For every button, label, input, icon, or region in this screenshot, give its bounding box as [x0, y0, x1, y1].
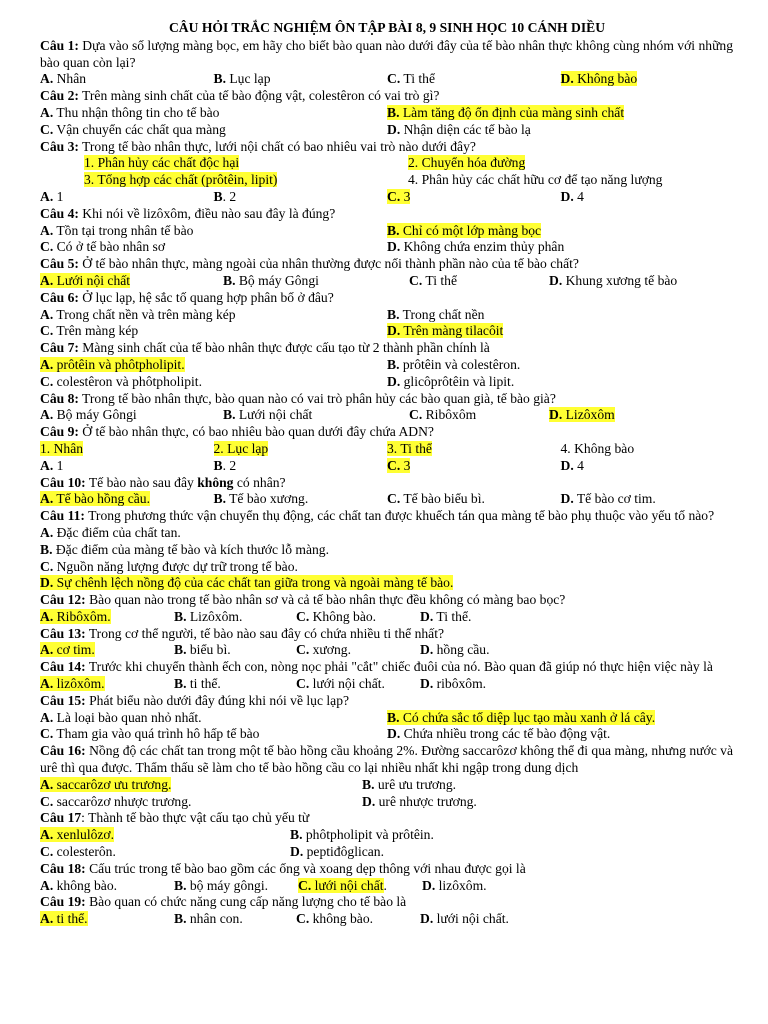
option-a: A. 1 [40, 457, 64, 473]
option-b: B. phôtpholipit và prôtêin. [290, 827, 434, 843]
question-3-options [40, 189, 734, 206]
question-6-options-row2 [40, 323, 734, 340]
option-c: C. colesterôn. [40, 844, 116, 860]
option-a: A. Thu nhận thông tin cho tế bào [40, 104, 220, 120]
option-d: D. Không chứa enzim thủy phân [387, 239, 565, 255]
option-b: B. 2 [213, 457, 237, 473]
question-5: Câu 5: Ở tế bào nhân thực, màng ngoài của nhân thường được nối thành phần nào của tế bào chất? [40, 256, 579, 272]
option-d: D. ribôxôm. [420, 676, 487, 692]
option-b: B. prôtêin và colestêron. [387, 356, 521, 372]
document-title: CÂU HỎI TRẮC NGHIỆM ÔN TẬP BÀI 8, 9 SINH HỌC 10 CÁNH DIỀU [168, 20, 606, 35]
option-c: C. Không bào. [296, 608, 377, 624]
option-d: D. Nhận diện các tế bào lạ [387, 121, 531, 137]
option-c: C. Nguồn năng lượng được dự trữ trong tế bào. [40, 558, 298, 574]
question-9-items [40, 441, 734, 458]
option-d: D. Khung xương tế bào [549, 272, 678, 288]
option-d: D. Trên màng tilacôit [387, 323, 504, 339]
question-18-options [40, 878, 734, 895]
option-b: B. nhân con. [174, 911, 243, 927]
option-b: B. Đặc điểm của màng tế bào và kích thước lỗ màng. [40, 541, 329, 557]
option-a: A. 1 [40, 188, 64, 204]
option-d: D. peptiđôglican. [290, 844, 385, 860]
option-c: C. Có ở tế bào nhân sơ [40, 239, 166, 255]
question-14-options [40, 676, 734, 693]
statement-4: 4. Không bào [560, 440, 635, 456]
question-15-options-row2 [40, 726, 734, 743]
question-5-options [40, 273, 734, 290]
question-1-options [40, 71, 734, 88]
question-6: Câu 6: Ở lục lạp, hệ sắc tố quang hợp phân bố ở đâu? [40, 289, 334, 305]
option-d: D. 4 [560, 457, 584, 473]
option-c: C. xương. [296, 642, 351, 658]
option-b: B. ti thể. [174, 676, 221, 692]
question-2: Câu 2: Trên màng sinh chất của tế bào động vật, colestêron có vai trò gì? [40, 88, 440, 104]
question-15: Câu 15: Phát biểu nào dưới đây đúng khi nói về lục lạp? [40, 692, 350, 708]
option-a: A. lizôxôm. [40, 676, 105, 692]
statement-4: 4. Phân hủy các chất hữu cơ để tạo năng lượng [408, 172, 663, 188]
option-a: A. Tồn tại trong nhân tế bào [40, 222, 194, 238]
option-d: D. Ti thể. [420, 608, 472, 624]
statement-3: 3. Tổng hợp các chất (prôtêin, lipit) [84, 172, 278, 188]
option-a: A. saccarôzơ ưu trương. [40, 776, 172, 792]
question-1: Câu 1: Dựa vào số lượng màng bọc, em hãy cho biết bào quan nào dưới đây của tế bào nhân thực không cùng nhóm với những bào quan còn lại? [40, 37, 734, 70]
option-d: D. Không bào [560, 71, 638, 87]
question-13-options [40, 642, 734, 659]
question-9: Câu 9: Ở tế bào nhân thực, có bao nhiêu bào quan dưới đây chứa ADN? [40, 424, 434, 440]
option-d: D. Sự chênh lệch nồng độ của các chất tan giữa trong và ngoài màng tế bào. [40, 575, 454, 591]
option-d: D. urê nhược trương. [362, 793, 477, 809]
option-a: A. prôtêin và phôtpholipit. [40, 356, 185, 372]
statement-3: 3. Ti thể [387, 440, 432, 456]
option-d: D. Tế bào cơ tim. [560, 491, 656, 507]
statement-1: 1. Nhân [40, 440, 84, 456]
question-17: Câu 17: Thành tế bào thực vật cấu tạo chủ yếu từ [40, 810, 310, 826]
option-b: B. Trong chất nền [387, 306, 485, 322]
question-3-items-row1 [40, 155, 734, 172]
option-c: C. Ribôxôm [409, 407, 477, 423]
option-b: B. biểu bì. [174, 642, 231, 658]
question-6-options-row1 [40, 307, 734, 324]
option-b: B. Tế bào xương. [213, 491, 309, 507]
question-4: Câu 4: Khi nói về lizôxôm, điều nào sau đây là đúng? [40, 205, 336, 221]
option-c: C. Trên màng kép [40, 323, 139, 339]
option-b: B. Có chứa sắc tố diệp lục tạo màu xanh ở lá cây. [387, 709, 656, 725]
option-b: B. Lục lạp [213, 71, 271, 87]
option-b: B. Bộ máy Gôngi [223, 272, 319, 288]
question-16-options-row2 [40, 794, 734, 811]
question-16-options-row1 [40, 777, 734, 794]
option-a: A. xenlulôzơ. [40, 827, 115, 843]
option-b: B. Lizôxôm. [174, 608, 243, 624]
question-7-options-row2 [40, 374, 734, 391]
option-d: D. lưới nội chất. [420, 911, 509, 927]
statement-1: 1. Phân hủy các chất độc hại [84, 155, 240, 171]
option-d: D. 4 [560, 188, 584, 204]
question-3-items-row2 [40, 172, 734, 189]
question-17-options-row2 [40, 844, 734, 861]
option-c: C. Tế bào biểu bì. [387, 491, 485, 507]
question-14: Câu 14: Trước khi chuyển thành ếch con, nòng nọc phải "cắt" chiếc đuôi của nó. Bào quan đã giúp nó thực hiện việc này là [40, 659, 713, 675]
question-4-options-row2 [40, 239, 734, 256]
question-2-options-row2 [40, 122, 734, 139]
statement-2: 2. Lục lạp [213, 440, 269, 456]
option-b: B. bộ máy gôngi. [174, 877, 269, 893]
option-a: A. cơ tim. [40, 642, 95, 658]
option-b: B. Lưới nội chất [223, 407, 313, 423]
option-a: A. không bào. [40, 877, 118, 893]
option-a: A. Ribôxôm. [40, 608, 111, 624]
option-b: B. 2 [213, 188, 237, 204]
option-a: A. Tế bào hồng cầu. [40, 491, 150, 507]
question-7-options-row1 [40, 357, 734, 374]
question-17-options-row1 [40, 827, 734, 844]
question-12-options [40, 609, 734, 626]
option-c: C. lưới nội chất. [296, 676, 385, 692]
option-c: C. Vận chuyển các chất qua màng [40, 121, 226, 137]
option-a: A. Nhân [40, 71, 87, 87]
question-11: Câu 11: Trong phương thức vận chuyển thụ động, các chất tan được khuếch tán qua màng tế bào phụ thuộc vào yếu tố nào? [40, 508, 715, 524]
option-d: D. glicôprôtêin và lipit. [387, 373, 515, 389]
option-d: D. lizôxôm. [422, 877, 487, 893]
option-a: A. Lưới nội chất [40, 272, 131, 288]
question-2-options-row1 [40, 105, 734, 122]
option-a: A. Trong chất nền và trên màng kép [40, 306, 236, 322]
question-7: Câu 7: Màng sinh chất của tế bào nhân thực được cấu tạo từ 2 thành phần chính là [40, 340, 490, 356]
option-c: C. 3 [387, 457, 411, 473]
question-9-options [40, 458, 734, 475]
question-15-options-row1 [40, 710, 734, 727]
question-12: Câu 12: Bào quan nào trong tế bào nhân sơ và cả tế bào nhân thực đều không có màng bao bọc? [40, 592, 566, 608]
question-8-options [40, 407, 734, 424]
question-13: Câu 13: Trong cơ thể người, tế bào nào sau đây có chứa nhiều ti thể nhất? [40, 625, 445, 641]
option-c: C. Ti thể [409, 272, 457, 288]
option-a: A. Đặc điểm của chất tan. [40, 524, 181, 540]
option-d: D. hồng cầu. [420, 642, 490, 658]
statement-2: 2. Chuyển hóa đường [408, 155, 526, 171]
option-c: C. saccarôzơ nhược trương. [40, 793, 192, 809]
question-10: Câu 10: Tế bào nào sau đây không có nhân? [40, 474, 286, 490]
question-3: Câu 3: Trong tế bào nhân thực, lưới nội chất có bao nhiêu vai trò nào dưới đây? [40, 138, 476, 154]
question-18: Câu 18: Cấu trúc trong tế bào bao gồm các ống và xoang dẹp thông với nhau được gọi là [40, 860, 526, 876]
question-19-options [40, 911, 734, 928]
option-c: C. lưới nội chất. [298, 877, 387, 893]
question-8: Câu 8: Trong tế bào nhân thực, bào quan nào có vai trò phân hủy các bào quan già, tế bào già? [40, 390, 556, 406]
option-c: C. colestêron và phôtpholipit. [40, 373, 202, 389]
option-a: A. ti thể. [40, 911, 88, 927]
option-d: D. Chứa nhiều trong các tế bào động vật. [387, 726, 611, 742]
option-c: C. 3 [387, 188, 411, 204]
option-c: C. không bào. [296, 911, 374, 927]
option-b: B. urê ưu trương. [362, 776, 457, 792]
question-19: Câu 19: Bào quan có chức năng cung cấp năng lượng cho tế bào là [40, 894, 407, 910]
option-a: A. Bộ máy Gôngi [40, 407, 137, 423]
option-c: C. Tham gia vào quá trình hô hấp tế bào [40, 726, 260, 742]
option-a: A. Là loại bào quan nhỏ nhất. [40, 709, 202, 725]
question-10-options [40, 491, 734, 508]
option-d: D. Lizôxôm [549, 407, 615, 423]
option-b: B. Làm tăng độ ổn định của màng sinh chất [387, 104, 625, 120]
option-b: B. Chỉ có một lớp màng bọc [387, 222, 542, 238]
option-c: C. Ti thể [387, 71, 435, 87]
question-16: Câu 16: Nồng độ các chất tan trong một tế bào hồng cầu khoảng 2%. Đường saccarôzơ không thể đi qua màng, nhưng nước và urê thì qua được. Thẩm thấu sẽ làm cho tế bào hồng cầu co lại nhiều nhất khi ngập trong dung dịch [40, 743, 733, 776]
question-4-options-row1 [40, 223, 734, 240]
